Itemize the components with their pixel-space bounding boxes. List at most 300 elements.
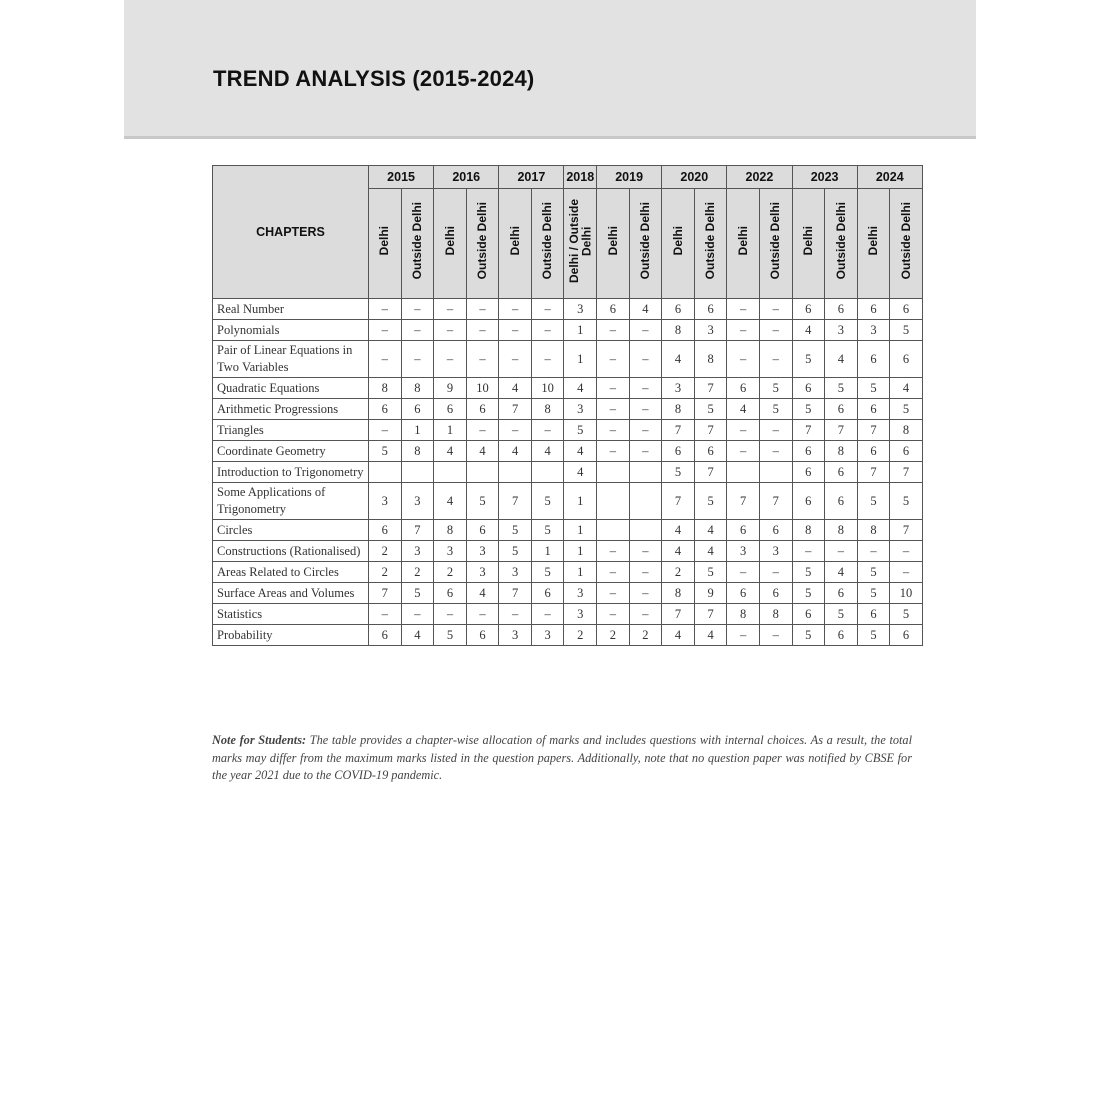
marks-cell: 7 [759,483,792,520]
marks-cell: 10 [890,583,923,604]
marks-cell: – [629,441,662,462]
marks-cell: – [727,320,760,341]
page-title: TREND ANALYSIS (2015-2024) [213,66,535,91]
marks-cell: 1 [564,541,597,562]
header-band [124,0,976,139]
marks-cell: 1 [564,483,597,520]
marks-cell: 4 [466,583,499,604]
chapter-name: Some Applications of Trigonometry [213,483,369,520]
marks-cell: 8 [890,420,923,441]
region-header [662,189,695,299]
marks-cell: 7 [890,462,923,483]
marks-cell: 2 [401,562,434,583]
table-row [213,625,923,646]
year-header: 2017 [499,166,564,189]
marks-cell: 7 [825,420,858,441]
marks-cell: 5 [499,541,532,562]
table-row [213,299,923,320]
marks-cell [531,462,564,483]
marks-cell: – [759,420,792,441]
marks-cell: 6 [434,583,467,604]
marks-cell: 4 [825,341,858,378]
marks-cell: 6 [792,441,825,462]
trend-analysis-table [212,165,923,646]
marks-cell: 8 [369,378,402,399]
marks-cell: 7 [694,604,727,625]
marks-cell: 7 [694,420,727,441]
marks-cell [629,483,662,520]
marks-cell: 6 [890,625,923,646]
region-header-label: Delhi [670,226,685,256]
marks-cell: 7 [369,583,402,604]
marks-cell: 7 [662,604,695,625]
marks-cell: 5 [564,420,597,441]
marks-cell: 2 [629,625,662,646]
marks-cell: 1 [434,420,467,441]
chapter-name: Triangles [213,420,369,441]
marks-cell [597,520,630,541]
marks-cell: 6 [434,399,467,420]
marks-cell: 7 [857,462,890,483]
marks-cell: – [792,541,825,562]
marks-cell: – [629,541,662,562]
chapter-name: Surface Areas and Volumes [213,583,369,604]
marks-cell: 6 [792,299,825,320]
marks-cell: 6 [857,399,890,420]
marks-cell: 8 [727,604,760,625]
marks-cell: 6 [369,520,402,541]
chapter-name: Arithmetic Progressions [213,399,369,420]
marks-cell: 1 [531,541,564,562]
marks-cell: 1 [564,320,597,341]
chapter-name: Areas Related to Circles [213,562,369,583]
marks-cell: 4 [792,320,825,341]
marks-cell: 2 [662,562,695,583]
marks-cell: 5 [825,378,858,399]
marks-cell: 3 [727,541,760,562]
chapter-name: Introduction to Trigonometry [213,462,369,483]
year-header: 2016 [434,166,499,189]
marks-cell [434,462,467,483]
marks-cell: 5 [401,583,434,604]
marks-cell: 3 [564,299,597,320]
marks-cell: 5 [825,604,858,625]
marks-cell: 3 [434,541,467,562]
year-header: 2024 [857,166,922,189]
region-header-label: Outside Delhi [638,202,653,280]
region-header [531,189,564,299]
region-header [890,189,923,299]
marks-cell: 8 [825,441,858,462]
marks-cell: – [434,341,467,378]
marks-cell: 4 [825,562,858,583]
marks-cell: 3 [466,562,499,583]
marks-cell: – [759,299,792,320]
marks-cell: 5 [890,604,923,625]
marks-cell: – [597,541,630,562]
marks-cell: 4 [564,462,597,483]
marks-cell: 6 [694,299,727,320]
marks-cell: 6 [890,341,923,378]
marks-cell: – [629,420,662,441]
marks-cell: 2 [564,625,597,646]
marks-cell: – [499,320,532,341]
marks-cell: 4 [694,625,727,646]
marks-cell: 3 [564,583,597,604]
marks-cell: 5 [890,320,923,341]
region-header [401,189,434,299]
note-lead: Note for Students: [212,733,307,747]
marks-cell: – [531,420,564,441]
marks-cell: 6 [401,399,434,420]
marks-cell: – [727,341,760,378]
marks-cell: 6 [857,341,890,378]
region-header [792,189,825,299]
marks-cell: 8 [694,341,727,378]
marks-cell: – [597,341,630,378]
table-row [213,399,923,420]
marks-cell: – [629,583,662,604]
marks-cell: – [629,604,662,625]
marks-cell: 6 [466,399,499,420]
marks-cell: – [369,320,402,341]
marks-cell: 4 [531,441,564,462]
marks-cell: 3 [759,541,792,562]
marks-cell: 5 [857,378,890,399]
region-header [564,189,597,299]
region-header [629,189,662,299]
region-header-label: Delhi [507,226,522,256]
marks-cell: 7 [662,420,695,441]
marks-cell: 5 [466,483,499,520]
table-row [213,583,923,604]
marks-cell: 6 [727,520,760,541]
marks-cell: 5 [792,625,825,646]
table-row [213,462,923,483]
region-header-label: Outside Delhi [410,202,425,280]
marks-cell: 5 [694,562,727,583]
marks-cell: 3 [466,541,499,562]
marks-cell: 3 [401,483,434,520]
year-header: 2022 [727,166,792,189]
marks-cell: 4 [434,441,467,462]
table-row [213,562,923,583]
marks-cell: 7 [401,520,434,541]
marks-cell: 6 [662,299,695,320]
marks-cell: 4 [890,378,923,399]
marks-cell: 6 [759,520,792,541]
table-row [213,320,923,341]
marks-cell: 6 [825,399,858,420]
marks-cell: – [531,320,564,341]
marks-cell: 4 [694,541,727,562]
marks-cell: – [434,299,467,320]
marks-cell: – [597,583,630,604]
marks-cell: – [466,341,499,378]
region-header-label: Outside Delhi [898,202,913,280]
marks-cell: 4 [694,520,727,541]
marks-cell: 7 [694,378,727,399]
region-header [466,189,499,299]
table-row [213,341,923,378]
marks-cell: 2 [597,625,630,646]
table-row [213,541,923,562]
marks-cell: 1 [564,562,597,583]
marks-cell: 4 [662,625,695,646]
region-header [825,189,858,299]
marks-cell: 5 [792,583,825,604]
region-header [597,189,630,299]
chapter-name: Quadratic Equations [213,378,369,399]
marks-cell: – [727,299,760,320]
year-header: 2018 [564,166,597,189]
student-note [212,732,912,785]
marks-cell: – [825,541,858,562]
marks-cell: 7 [694,462,727,483]
marks-cell: 4 [434,483,467,520]
marks-cell: – [369,299,402,320]
note-text: The table provides a chapter-wise allocation of marks and includes questions with internal choices. As a result, the total marks may differ from the maximum marks listed in the question papers. Additionally, note that no question paper was notified by CBSE for the year 2021 due to the COVID-19 pandemic. [212,733,912,782]
marks-cell: 7 [662,483,695,520]
year-header: 2015 [369,166,434,189]
marks-cell: 1 [401,420,434,441]
marks-cell [629,462,662,483]
marks-cell: 3 [531,625,564,646]
marks-cell: 4 [466,441,499,462]
marks-cell: – [369,604,402,625]
marks-cell: 4 [629,299,662,320]
marks-cell: – [727,562,760,583]
marks-cell: – [857,541,890,562]
marks-cell: – [597,604,630,625]
marks-cell [499,462,532,483]
marks-cell: 4 [564,441,597,462]
marks-cell: 8 [401,441,434,462]
marks-cell: 6 [792,378,825,399]
marks-cell: 6 [662,441,695,462]
marks-cell: 5 [890,483,923,520]
year-header: 2023 [792,166,857,189]
marks-cell: – [531,341,564,378]
marks-cell: 4 [662,341,695,378]
marks-cell: 6 [759,583,792,604]
chapter-name: Probability [213,625,369,646]
marks-cell: 7 [499,583,532,604]
year-header-row [213,166,923,189]
marks-cell: 3 [694,320,727,341]
marks-cell: 5 [857,625,890,646]
marks-cell: 6 [792,462,825,483]
marks-cell: – [597,399,630,420]
marks-cell: 6 [727,583,760,604]
marks-cell: 6 [792,604,825,625]
marks-cell: 3 [662,378,695,399]
table-row [213,420,923,441]
marks-cell: 8 [857,520,890,541]
marks-cell: 3 [401,541,434,562]
marks-cell: 4 [564,378,597,399]
marks-cell: – [727,420,760,441]
marks-cell: 4 [499,378,532,399]
marks-cell: 6 [466,520,499,541]
marks-cell: – [466,420,499,441]
table-row [213,378,923,399]
chapter-name: Real Number [213,299,369,320]
marks-cell: – [759,320,792,341]
region-header-label: Delhi [605,226,620,256]
marks-cell: 7 [499,399,532,420]
marks-cell: 5 [499,520,532,541]
marks-cell: 2 [369,541,402,562]
marks-cell: 6 [466,625,499,646]
marks-cell: – [597,441,630,462]
region-header-label: Delhi / Outside Delhi [566,199,594,284]
region-header-label: Delhi [801,226,815,256]
marks-cell: 8 [531,399,564,420]
region-header-label: Outside Delhi [703,202,718,280]
marks-cell: 3 [825,320,858,341]
marks-cell [759,462,792,483]
year-header: 2020 [662,166,727,189]
marks-cell: 5 [369,441,402,462]
marks-cell: 7 [792,420,825,441]
marks-cell: 7 [499,483,532,520]
marks-cell: 2 [369,562,402,583]
marks-cell: 6 [890,299,923,320]
marks-cell: 5 [662,462,695,483]
marks-cell: 5 [857,483,890,520]
region-header-label: Outside Delhi [540,202,555,280]
region-header [369,189,402,299]
marks-cell: – [499,420,532,441]
region-header-label: Outside Delhi [768,202,783,280]
marks-cell [466,462,499,483]
marks-cell: 8 [662,399,695,420]
table-row [213,604,923,625]
region-header [727,189,760,299]
region-header-label: Delhi [377,226,392,256]
marks-cell: 5 [792,399,825,420]
marks-cell: – [466,299,499,320]
table-row [213,441,923,462]
marks-cell: – [629,399,662,420]
marks-cell: 1 [564,520,597,541]
region-header [857,189,890,299]
marks-cell: – [890,541,923,562]
chapter-name: Polynomials [213,320,369,341]
marks-cell: 5 [857,562,890,583]
marks-cell: – [597,320,630,341]
marks-cell: 3 [369,483,402,520]
marks-cell: – [499,299,532,320]
marks-cell: 5 [792,562,825,583]
marks-cell: 1 [564,341,597,378]
marks-cell: – [499,341,532,378]
marks-cell: 8 [662,583,695,604]
marks-cell: 8 [792,520,825,541]
marks-cell: 3 [499,625,532,646]
marks-cell: – [369,341,402,378]
marks-cell: 6 [694,441,727,462]
marks-cell: 4 [499,441,532,462]
marks-cell: 5 [890,399,923,420]
marks-cell: 7 [890,520,923,541]
marks-cell: – [629,378,662,399]
marks-cell: 8 [759,604,792,625]
marks-cell: – [727,625,760,646]
table-row [213,483,923,520]
marks-cell: 6 [825,583,858,604]
marks-cell: 6 [597,299,630,320]
marks-cell: 7 [727,483,760,520]
marks-cell: – [466,604,499,625]
marks-cell: 6 [825,625,858,646]
marks-cell: 5 [694,483,727,520]
marks-cell: – [759,562,792,583]
marks-cell [597,462,630,483]
marks-cell: – [401,320,434,341]
marks-cell: – [727,441,760,462]
marks-cell: 6 [369,625,402,646]
region-header-label: Outside Delhi [475,202,490,280]
marks-cell [597,483,630,520]
marks-cell: 8 [434,520,467,541]
marks-cell: – [466,320,499,341]
marks-cell: 6 [857,299,890,320]
region-header-label: Delhi [866,226,881,256]
marks-cell: – [759,441,792,462]
marks-cell: – [401,299,434,320]
marks-cell: 3 [564,399,597,420]
table-row [213,520,923,541]
marks-cell: – [759,625,792,646]
region-header [694,189,727,299]
chapter-name: Statistics [213,604,369,625]
marks-cell: – [629,341,662,378]
marks-cell: 5 [694,399,727,420]
marks-cell: 3 [857,320,890,341]
marks-cell [401,462,434,483]
marks-cell: – [531,604,564,625]
marks-cell: 9 [434,378,467,399]
region-header [499,189,532,299]
marks-cell: – [434,604,467,625]
marks-cell [727,462,760,483]
marks-cell: 6 [890,441,923,462]
table-body [213,299,923,646]
marks-cell: 6 [857,441,890,462]
marks-cell: 2 [434,562,467,583]
table-header [213,166,923,299]
marks-cell: 5 [531,520,564,541]
marks-cell: 5 [792,341,825,378]
marks-cell: – [369,420,402,441]
marks-cell: 5 [434,625,467,646]
marks-cell: – [629,320,662,341]
chapters-header: CHAPTERS [213,166,369,299]
region-header [434,189,467,299]
marks-cell: 8 [825,520,858,541]
marks-cell [369,462,402,483]
marks-cell: 6 [792,483,825,520]
marks-cell [629,520,662,541]
marks-cell: 6 [369,399,402,420]
marks-cell: 4 [662,541,695,562]
marks-cell: – [759,341,792,378]
marks-cell: 10 [531,378,564,399]
marks-cell: – [597,378,630,399]
marks-cell: – [434,320,467,341]
